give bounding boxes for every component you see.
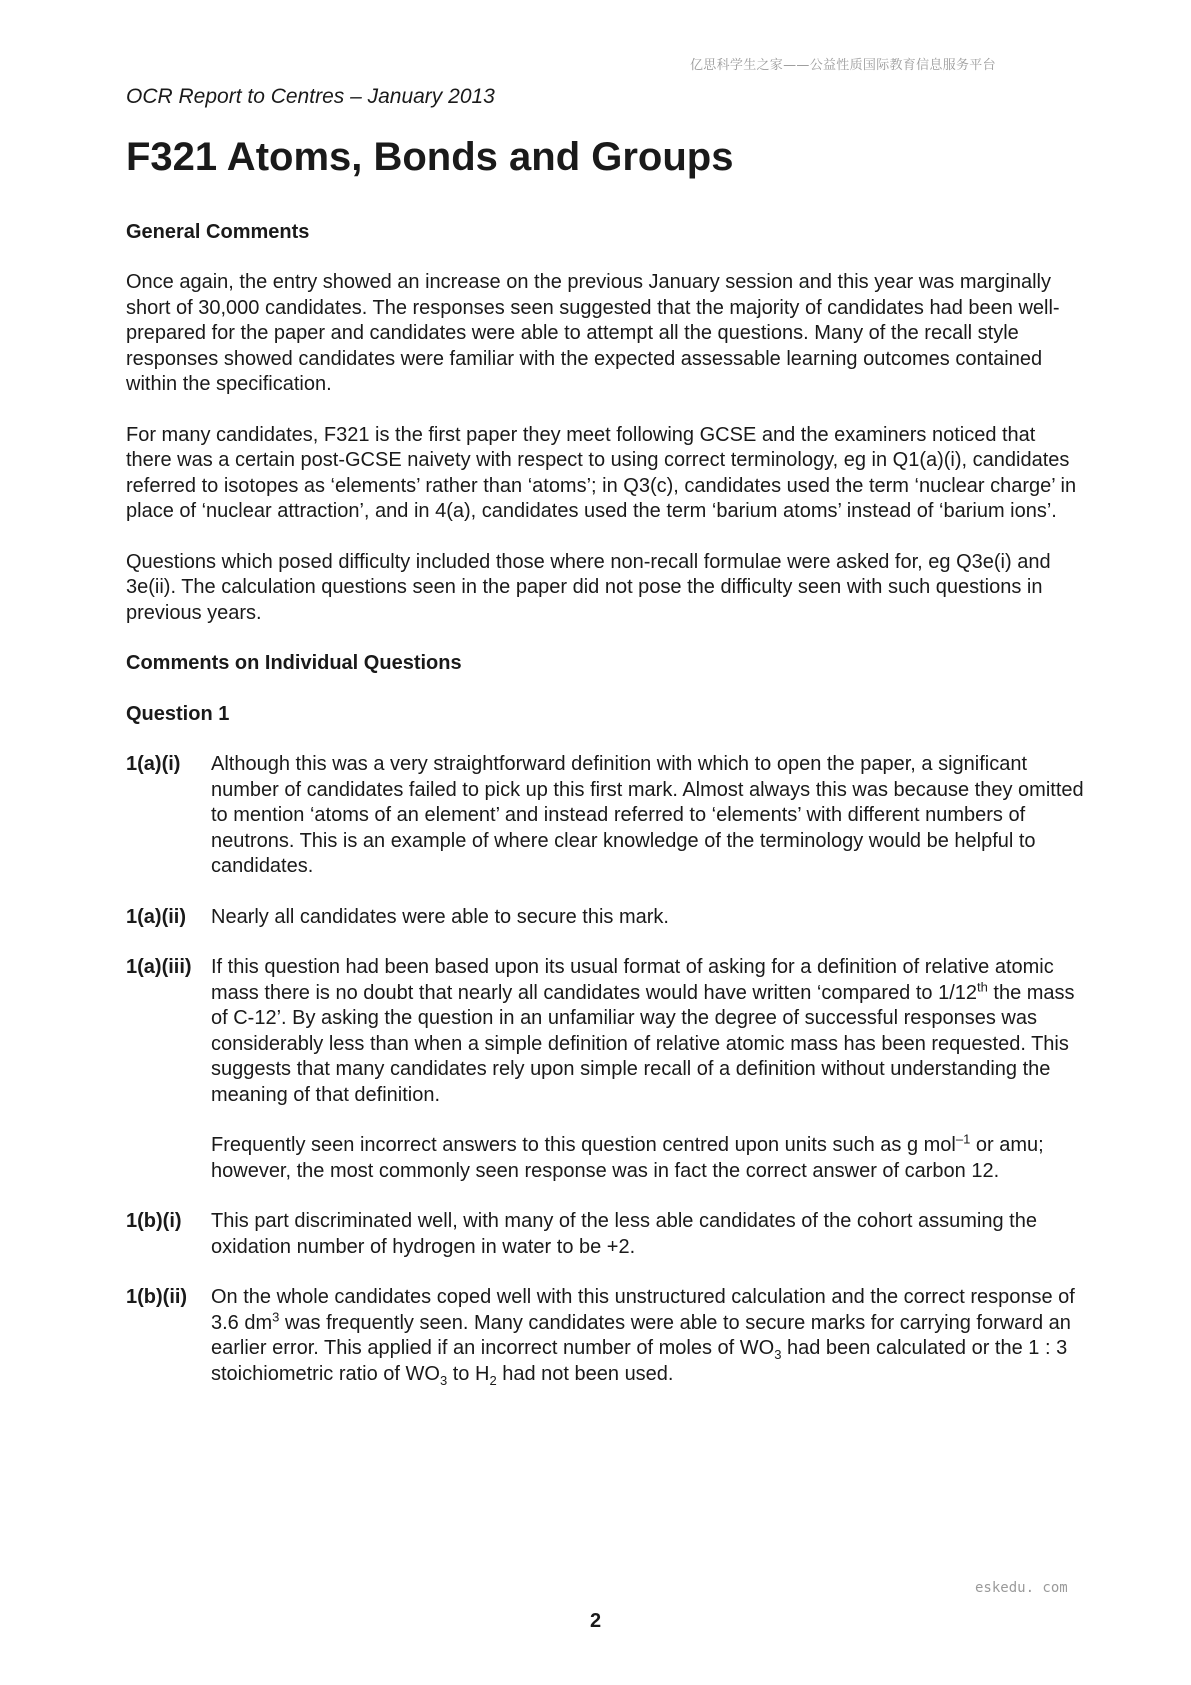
question-paragraph <box>211 955 1086 1108</box>
text-segment: or amu; however, the most commonly seen response was in fact the correct answer of carbon 12. <box>211 1134 1044 1182</box>
superscript: 3 <box>272 1308 280 1324</box>
text-segment: the mass of C-12’. By asking the question in an unfamiliar way the degree of successful responses was considerably less than when a simple definition of relative atomic mass has been requested. This suggests that many candidates rely upon simple recall of a definition without understanding the meaning of that definition. <box>211 981 1075 1106</box>
question-1-heading: Question 1 <box>126 702 230 725</box>
question-body <box>211 1285 1086 1387</box>
general-paragraph-3: Questions which posed difficulty included those where non-recall formulae were asked for, eg Q3e(i) and 3e(ii). The calculation questions seen in the paper did not pose the difficulty seen with such questions in previous years. <box>126 550 1051 624</box>
question-label: 1(a)(ii) <box>126 905 186 928</box>
question-label: 1(b)(ii) <box>126 1286 188 1308</box>
watermark-top: 亿思科学生之家——公益性质国际教育信息服务平台 <box>690 58 996 73</box>
text-segment: was frequently seen. Many candidates were able to secure marks for carrying forward an earlier error. This applied if an incorrect number of moles of WO <box>211 1311 1071 1359</box>
question-text: This part discriminated well, with many of the less able candidates of the cohort assuming the oxidation number of hydrogen in water to be +2. <box>211 1210 1037 1258</box>
superscript: –1 <box>955 1131 971 1147</box>
question-item <box>126 1209 1086 1260</box>
general-comments-heading: General Comments <box>126 220 310 243</box>
running-header: OCR Report to Centres – January 2013 <box>126 85 495 108</box>
general-paragraph-1: Once again, the entry showed an increase on the previous January session and this year was marginally short of 30,000 candidates. The responses seen suggested that the majority of candidates had been well-prepared for the paper and candidates were able to attempt all the questions. Many of the recall style responses showed candidates were familiar with the expected assessable learning outcomes contained within the specification. <box>126 271 1060 395</box>
question-body <box>211 955 1086 1184</box>
page-content <box>126 84 1086 1412</box>
page-number: 2 <box>589 1610 602 1632</box>
question-text: Nearly all candidates were able to secure this mark. <box>211 905 669 928</box>
text-segment: If this question had been based upon its usual format of asking for a definition of relative atomic mass there is no doubt that nearly all candidates would have written ‘compared to 1/12 <box>211 956 1054 1004</box>
question-item <box>126 1285 1086 1387</box>
page-title: F321 Atoms, Bonds and Groups <box>126 134 734 179</box>
question-item <box>126 752 1086 880</box>
general-paragraph-2: For many candidates, F321 is the first paper they meet following GCSE and the examiners noticed that there was a certain post-GCSE naivety with respect to using correct terminology, eg in Q1(a)(i), candidates referred to isotopes as ‘elements’ rather than ‘atoms’; in Q3(c), candidates used the term ‘nuclear charge’ in place of ‘nuclear attraction’, and in 4(a), candidates used the term ‘barium atoms’ instead of ‘barium ions’. <box>126 423 1077 522</box>
question-item <box>126 905 1086 931</box>
question-label: 1(a)(iii) <box>126 956 192 978</box>
text-segment: On the whole candidates coped well with this unstructured calculation and the correct response of 3.6 dm <box>211 1286 1075 1334</box>
question-label: 1(b)(i) <box>126 1210 182 1232</box>
text-segment: had been calculated or the 1 : 3 stoichiometric ratio of WO <box>211 1337 1068 1385</box>
question-text: Although this was a very straightforward definition with which to open the paper, a significant number of candidates failed to pick up this first mark. Almost always this was because they omitted to mention ‘atoms of an element’ and instead referred to ‘elements’ with different numbers of neutrons. This is an example of where clear knowledge of the terminology would be helpful to candidates. <box>211 753 1084 877</box>
question-label: 1(a)(i) <box>126 753 181 775</box>
text-segment: to H <box>447 1362 490 1385</box>
subscript: 3 <box>439 1372 448 1388</box>
individual-comments-heading: Comments on Individual Questions <box>126 652 462 674</box>
subscript: 2 <box>489 1372 497 1388</box>
watermark-bottom: eskedu. com <box>975 1580 1068 1596</box>
question-item <box>126 955 1086 1184</box>
question-paragraph <box>211 1133 1086 1184</box>
text-segment: Frequently seen incorrect answers to this question centred upon units such as g mol <box>211 1134 956 1156</box>
superscript: th <box>977 978 988 994</box>
subscript: 3 <box>774 1347 782 1362</box>
text-segment: had not been used. <box>496 1362 674 1385</box>
